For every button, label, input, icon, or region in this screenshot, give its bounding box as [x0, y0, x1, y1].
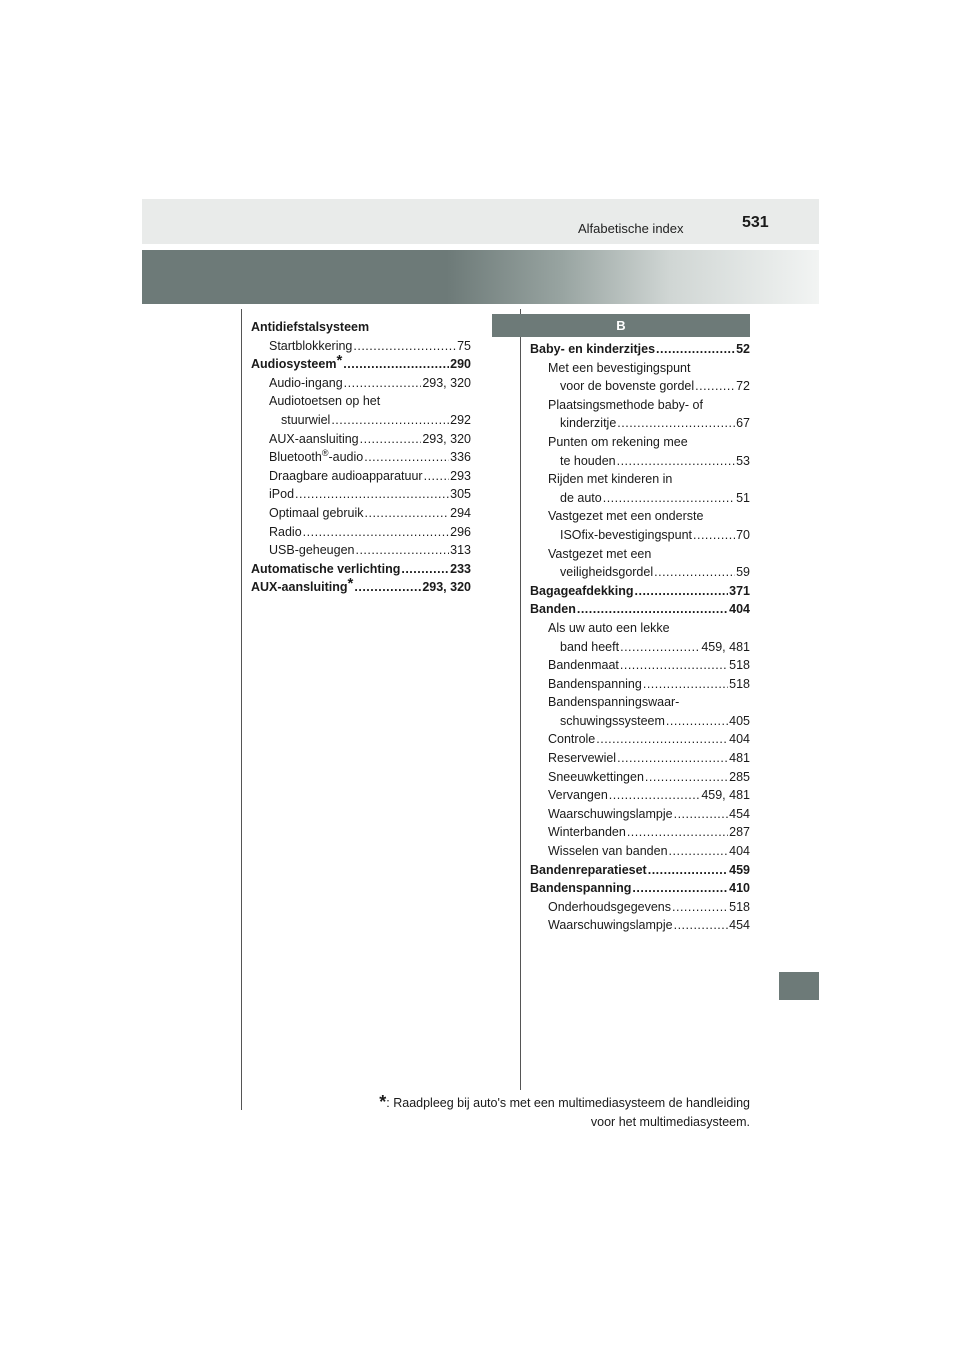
- index-subentry: Rijden met kinderen in: [548, 472, 673, 487]
- footnote: [340, 1093, 750, 1131]
- index-subentry: Audio-ingang ..... 293, 320: [251, 374, 471, 393]
- index-subentry: Als uw auto een lekke: [548, 620, 670, 635]
- index-subentry: Sneeuwkettingen ..... 285: [530, 768, 750, 787]
- index-subentry-continued: stuurwiel ..... 292: [251, 411, 471, 430]
- index-subentry: Bluetooth®-audio ..... 336: [251, 448, 471, 467]
- header-band: [142, 199, 819, 244]
- index-entry: Banden ..... 404: [530, 600, 750, 619]
- index-subentry-continued: ISOfix-bevestigingspunt ..... 70: [530, 526, 750, 545]
- footnote-star: *: [347, 575, 354, 593]
- index-entry: AUX-aansluiting* ..... 293, 320: [251, 578, 471, 597]
- section-title: Alfabetische index: [578, 221, 684, 236]
- index-entry: Baby- en kinderzitjes ..... 52: [530, 340, 750, 359]
- index-subentry: Waarschuwingslampje ..... 454: [530, 805, 750, 824]
- index-subentry: Vervangen ..... 459, 481: [530, 786, 750, 805]
- index-subentry: Winterbanden ..... 287: [530, 823, 750, 842]
- index-subentry: Bandenmaat ..... 518: [530, 656, 750, 675]
- index-subentry: Optimaal gebruik ..... 294: [251, 504, 471, 523]
- index-subentry: Reservewiel ..... 481: [530, 749, 750, 768]
- chapter-side-tab: [779, 972, 819, 1000]
- index-subentry: Vastgezet met een: [548, 546, 652, 561]
- index-subentry: AUX-aansluiting ..... 293, 320: [251, 430, 471, 449]
- index-subentry: Radio ..... 296: [251, 523, 471, 542]
- index-entry: Audiosysteem* ..... 290: [251, 355, 471, 374]
- index-subentry-continued: te houden ..... 53: [530, 452, 750, 471]
- footnote-line-1: *: Raadpleeg bij auto's met een multimediasysteem de handleiding: [379, 1092, 750, 1112]
- index-subentry: Startblokkering ..... 75: [251, 337, 471, 356]
- footnote-star: *: [379, 1092, 387, 1112]
- index-subentry: Onderhoudsgegevens ..... 518: [530, 898, 750, 917]
- left-column-rule: [241, 309, 242, 1110]
- index-column-right: [530, 340, 750, 935]
- index-subentry: Punten om rekening mee: [548, 434, 688, 449]
- index-subentry: Bandenspanning ..... 518: [530, 675, 750, 694]
- index-entry: Bagageafdekking ..... 371: [530, 582, 750, 601]
- index-entry: Bandenspanning ..... 410: [530, 879, 750, 898]
- index-subentry-continued: de auto ..... 51: [530, 489, 750, 508]
- index-subentry: Audiotoetsen op het: [269, 394, 381, 409]
- index-subentry: Vastgezet met een onderste: [548, 509, 704, 524]
- index-subentry: USB-geheugen ..... 313: [251, 541, 471, 560]
- index-entry: Antidiefstalsysteem: [251, 320, 370, 334]
- index-subentry: Controle ..... 404: [530, 730, 750, 749]
- index-entry: Automatische verlichting ..... 233: [251, 560, 471, 579]
- index-subentry: iPod ..... 305: [251, 485, 471, 504]
- section-letter-header: B: [492, 314, 750, 337]
- index-column-left: [251, 318, 471, 597]
- index-subentry: Draagbare audioapparatuur ..... 293: [251, 467, 471, 486]
- footnote-line-2: voor het multimediasysteem.: [590, 1114, 750, 1129]
- index-subentry: Wisselen van banden ..... 404: [530, 842, 750, 861]
- index-subentry-continued: band heeft ..... 459, 481: [530, 638, 750, 657]
- middle-column-rule: [520, 309, 521, 1090]
- index-entry: Bandenreparatieset ..... 459: [530, 861, 750, 880]
- index-subentry-continued: voor de bovenste gordel ..... 72: [530, 377, 750, 396]
- page-number: 531: [742, 214, 769, 231]
- index-subentry-continued: kinderzitje ..... 67: [530, 414, 750, 433]
- chapter-gradient-bar: [142, 250, 819, 304]
- index-subentry: Plaatsingsmethode baby- of: [548, 397, 703, 412]
- index-subentry: Bandenspanningswaar-: [548, 695, 680, 710]
- footnote-star: *: [336, 352, 343, 370]
- index-subentry: Waarschuwingslampje ..... 454: [530, 916, 750, 935]
- index-subentry-continued: veiligheidsgordel ..... 59: [530, 563, 750, 582]
- index-subentry-continued: schuwingssysteem ..... 405: [530, 712, 750, 731]
- index-subentry: Met een bevestigingspunt: [548, 360, 691, 375]
